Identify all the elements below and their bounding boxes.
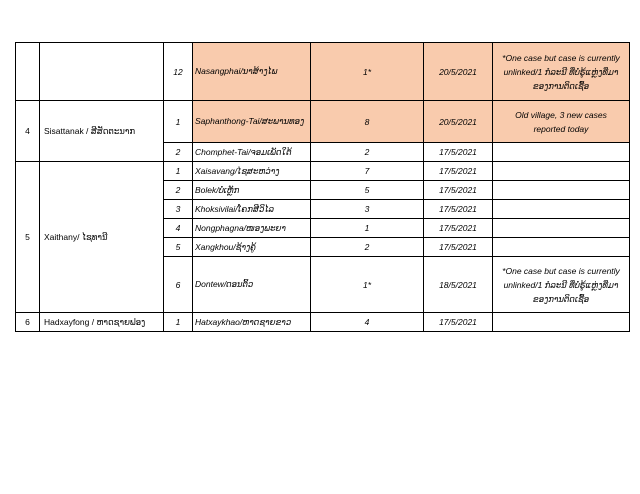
note-cell [493, 200, 630, 219]
report-date: 18/5/2021 [424, 257, 493, 313]
note-cell [493, 257, 630, 313]
village-name: Khoksivilai/ໂຄກສີວິໄລ [193, 200, 311, 219]
district-index: 5 [16, 162, 40, 313]
village-number: 1 [164, 162, 193, 181]
note-cell [493, 43, 630, 101]
case-count: 3 [311, 200, 424, 219]
report-date: 17/5/2021 [424, 219, 493, 238]
village-number: 12 [164, 43, 193, 101]
report-date: 17/5/2021 [424, 200, 493, 219]
case-count: 7 [311, 162, 424, 181]
note-cell [493, 101, 630, 143]
report-date: 17/5/2021 [424, 143, 493, 162]
district-name: Sisattanak / ສີສັດຕະນາກ [40, 101, 164, 162]
district-name: Xaithany/ ໄຊທານີ [40, 162, 164, 313]
village-number: 2 [164, 143, 193, 162]
district-name-cell [40, 43, 164, 101]
district-index-cell [16, 43, 40, 101]
case-count: 5 [311, 181, 424, 200]
cases-table [15, 42, 630, 332]
note-line: Old village, 3 new cases [515, 109, 607, 120]
table-row [16, 101, 630, 143]
case-count: 1 [311, 219, 424, 238]
note-line: *One case but case is currently [502, 52, 620, 63]
district-name: Hadxayfong / ຫາດຊາຍຟອງ [40, 313, 164, 332]
report-date: 17/5/2021 [424, 238, 493, 257]
table-row [16, 162, 630, 181]
table-row [16, 43, 630, 101]
village-name: Nasangphai/ນາສ້າງໄພ [193, 43, 311, 101]
report-date: 17/5/2021 [424, 313, 493, 332]
village-name: Xangkhou/ຊ້າງຄູ້ [193, 238, 311, 257]
note-line: *One case but case is currently [502, 265, 620, 276]
report-date: 20/5/2021 [424, 43, 493, 101]
note-line: unlinked/1 ກໍລະນີ ທີ່ບໍ່ຮູ້ແຫຼ່ງທີ່ມາ [503, 66, 619, 77]
village-number: 5 [164, 238, 193, 257]
note-line: reported today [533, 123, 589, 134]
note-cell [493, 219, 630, 238]
village-number: 4 [164, 219, 193, 238]
village-number: 1 [164, 101, 193, 143]
village-name: Saphanthong-Tai/ສະພານທອງ [193, 101, 311, 143]
village-name: Chomphet-Tai/ຈອມເພັດໃຕ້ [193, 143, 311, 162]
village-name: Xaisavang/ໄຊສະຫວ່າງ [193, 162, 311, 181]
note-cell [493, 313, 630, 332]
note-line: unlinked/1 ກໍລະນີ ທີ່ບໍ່ຮູ້ແຫຼ່ງທີ່ມາ [503, 279, 619, 290]
village-name: Dontew/ດອນຕິ້ວ [193, 257, 311, 313]
case-count: 8 [311, 101, 424, 143]
table-row [16, 313, 630, 332]
village-number: 1 [164, 313, 193, 332]
district-index: 6 [16, 313, 40, 332]
village-name: Nongphagna/ໜອງພະຍາ [193, 219, 311, 238]
case-count: 1* [311, 43, 424, 101]
village-number: 3 [164, 200, 193, 219]
note-cell [493, 238, 630, 257]
village-number: 6 [164, 257, 193, 313]
case-count: 1* [311, 257, 424, 313]
case-count: 4 [311, 313, 424, 332]
note-cell [493, 181, 630, 200]
village-name: Hatxaykhao/ຫາດຊາຍຂາວ [193, 313, 311, 332]
note-line: ຂອງການຕິດເຊື້ອ [532, 293, 590, 304]
district-index: 4 [16, 101, 40, 162]
case-count: 2 [311, 238, 424, 257]
village-number: 2 [164, 181, 193, 200]
report-date: 17/5/2021 [424, 181, 493, 200]
report-date: 17/5/2021 [424, 162, 493, 181]
case-count: 2 [311, 143, 424, 162]
report-date: 20/5/2021 [424, 101, 493, 143]
village-name: Bolek/ບໍ່ເຫຼັກ [193, 181, 311, 200]
note-cell [493, 162, 630, 181]
note-cell [493, 143, 630, 162]
note-line: ຂອງການຕິດເຊື້ອ [532, 80, 590, 91]
